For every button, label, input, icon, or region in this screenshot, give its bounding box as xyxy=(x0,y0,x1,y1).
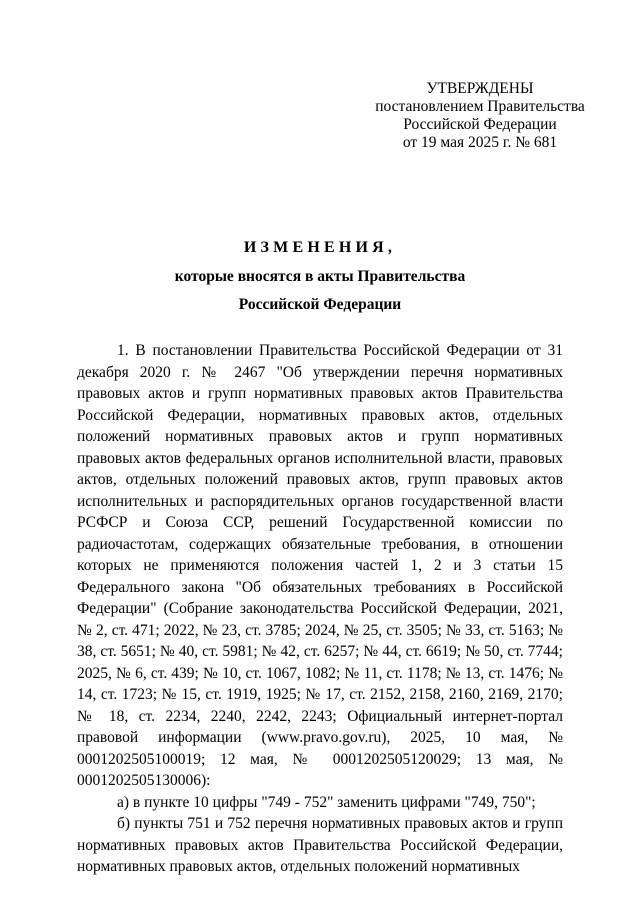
paragraph-subitem-a: а) в пункте 10 цифры "749 - 752" заменить цифрами "749, 750"; xyxy=(117,793,536,811)
approval-line-decree: постановлением Правительства xyxy=(375,98,585,115)
approval-line-date: от 19 мая 2025 г. № 681 xyxy=(402,134,558,151)
paragraph-item-1: 1. В постановлении Правительства Российской Федерации от 31 декабря 2020 г. № 2467 "Об утверждении перечня нормативных правовых актов и групп нормативных правовых актов Правительства Российской Федерации, нормативных правовых актов, отдельных положений нормативных правовых актов и групп нормативных правовых актов федеральных органов исполнительной власти, правовых актов, отдельных положений правовых актов, групп правовых актов исполнительных и распорядительных органов государственной власти РСФСР и Союза ССР, решений Государственной комиссии по радиочастотам, содержащих обязательные требования, в отношении которых не применяются положения частей 1, 2 и 3 статьи 15 Федерального закона "Об обязательных требованиях в Российской Федерации" (Собрание законодательства Российской Федерации, 2021, № 2, ст. 471; 2022, № 23, ст. 3785; 2024, № 25, ст. 3505; № 33, ст. 5163; № 38, ст. 5651; № 40, ст. 5981; № 42, ст. 6257; № 44, ст. 6619; № 50, ст. 7744; 2025, № 6, ст. 439; № 10, ст. 1067, 1082; № 11, ст. 1178; № 13, ст. 1476; № 14, ст. 1723; № 15, ст. 1919, 1925; № 17, ст. 2152, 2158, 2160, 2169, 2170; № 18, ст. 2234, 2240, 2242, 2243; Официальный интернет-портал правовой информации (www.pravo.gov.ru), 2025, 10 мая, № 0001202505100019; 12 мая, № 0001202505120029; 13 мая, № 0001202505130006): xyxy=(77,342,563,789)
approval-block xyxy=(320,80,640,152)
document-body xyxy=(77,340,563,878)
approval-title: УТВЕРЖДЕНЫ xyxy=(426,80,534,97)
document-subtitle-line-2: Российской Федерации xyxy=(238,296,402,313)
approval-line-federation: Российской Федерации xyxy=(403,116,557,133)
document-subtitle-line-1: которые вносятся в акты Правительства xyxy=(174,268,466,285)
document-title: ИЗМЕНЕНИЯ, xyxy=(243,239,397,256)
paragraph-subitem-b: б) пункты 751 и 752 перечня нормативных правовых актов и групп нормативных правовых актов Правительства Российской Федерации, нормативных правовых актов, отдельных положений нормативных xyxy=(77,815,563,875)
document-heading xyxy=(0,238,640,314)
